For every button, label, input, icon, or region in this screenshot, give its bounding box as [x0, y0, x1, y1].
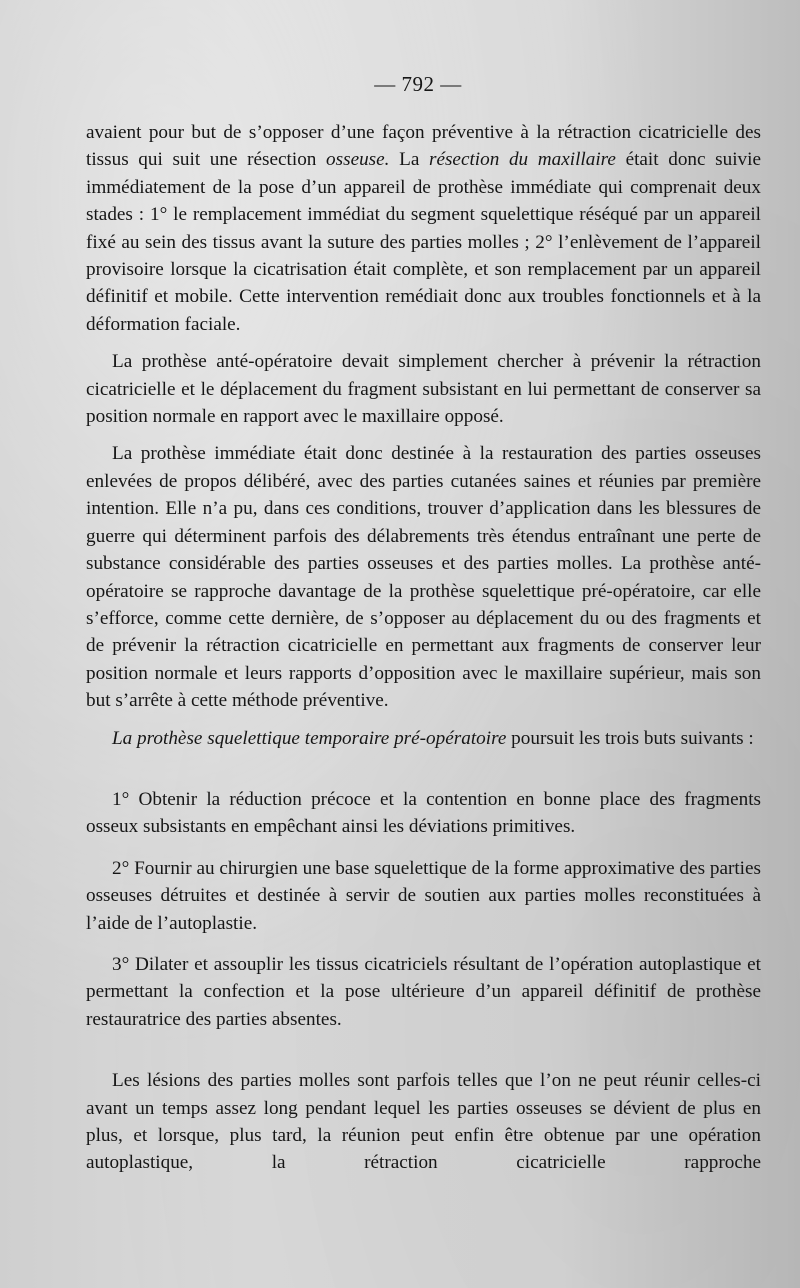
paragraph-1 [86, 119, 761, 338]
paragraph-4-text: poursuit les trois buts suivants : [506, 727, 754, 749]
paragraph-1-text-b: La [389, 149, 429, 171]
paragraph-4 [86, 725, 761, 752]
body-text [86, 119, 761, 1177]
paragraph-1-emphasis-resection: résection du maxillaire [428, 149, 616, 171]
paragraph-2: La prothèse anté-opératoire devait simplement chercher à prévenir la rétraction cicatricielle et le déplacement du fragment subsistant en lui permettant de conserver sa position normale en rapport avec le maxillaire opposé. [86, 351, 761, 428]
page-number: — 792 — [374, 72, 462, 96]
paragraph-3: La prothèse immédiate était donc destinée à la restauration des parties osseuses enlevées de propos délibéré, avec des parties cutanées saines et réunies par première intention. Elle n’a pu, dans ces conditions, trouver d’application dans les blessures de guerre qui déterminent parfois des délabrements très étendus entraînant une perte de substance considérable des parties osseuses et des parties molles. La prothèse anté-opératoire se rapproche davantage de la prothèse squelettique pré-opératoire, car elle s’efforce, comme cette dernière, de s’opposer au déplacement du ou des fragments et de prévenir la rétraction cicatricielle en permettant aux fragments de conserver leur position normale et leurs rapports d’opposition avec le maxillaire supérieur, mais son but s’arrête à cette méthode préventive. [86, 443, 761, 712]
paragraph-1-text-c: était donc suivie immédiatement de la pose d’un appareil de prothèse immédiate qui comprenait deux stades : 1° le remplacement immédiat du segment squelettique réséqué par un appareil fixé au sein des tissus avant la suture des parties molles ; 2° l’enlèvement de l’appareil provisoire lorsque la cicatrisation était complète, et son remplacement par un appareil définitif et mobile. Cette intervention remédiait donc aux troubles fonctionnels et à la déformation faciale. [86, 149, 761, 335]
paragraph-5: Les lésions des parties molles sont parfois telles que l’on ne peut réunir celles-ci avant un temps assez long pendant lequel les parties osseuses se dévient de plus en plus, et lorsque, plus tard, la réunion peut enfin être obtenue par une opération autoplastique, la rétraction cicatricielle rapproche [86, 1070, 761, 1174]
list-item-2: 2° Fournir au chirurgien une base squelettique de la forme approximative des parties osseuses détruites et destinée à servir de soutien aux parties molles reconstituées à l’aide de l’autoplastie. [86, 857, 761, 934]
list-item-3: 3° Dilater et assouplir les tissus cicatriciels résultant de l’opération autoplastique et permettant la confection et la pose ultérieure d’un appareil définitif de prothèse restauratrice des parties absentes. [86, 953, 761, 1030]
paragraph-1-text-a: avaient pour but de s’opposer d’une façon préventive à la rétraction cicatricielle des tissus qui suit une résection [86, 122, 761, 171]
list-item-1: 1° Obtenir la réduction précoce et la contention en bonne place des fragments osseux subsistants en empêchant ainsi les déviations primitives. [86, 788, 761, 838]
paragraph-4-emphasis: La prothèse squelettique temporaire pré-opératoire [112, 727, 507, 749]
paragraph-1-emphasis-osseuse: osseuse. [326, 149, 390, 171]
